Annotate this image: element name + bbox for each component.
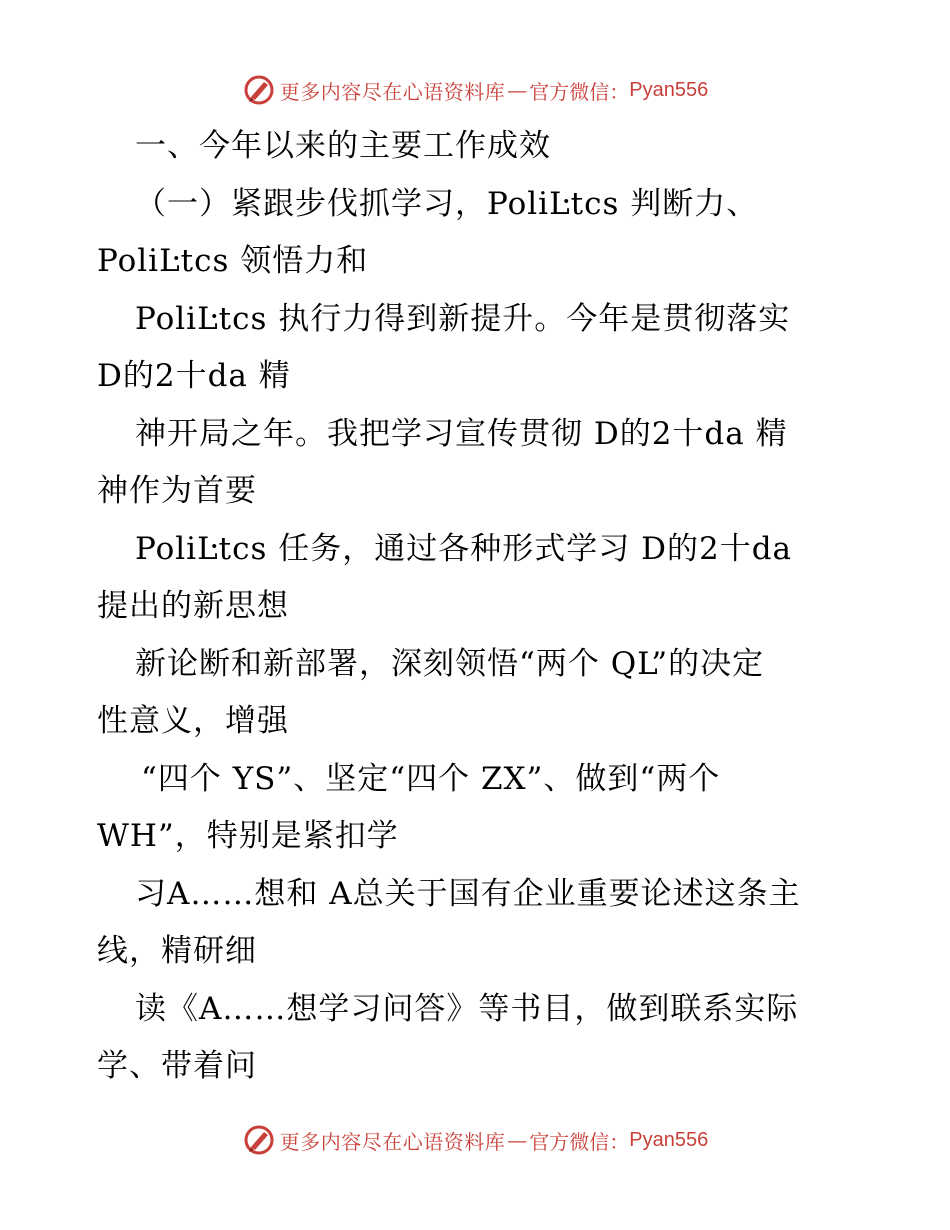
text-line: PoliĿtcs 执行力得到新提升。今年是贯彻落实 — [135, 300, 791, 337]
watermark-text: 更多内容尽在心语资料库 — [279, 1129, 506, 1154]
text-line: 提出的新思想 — [97, 588, 289, 624]
watermark-label: 官方微信： — [529, 79, 630, 104]
text-line: 神开局之年。我把学习宣传贯彻 D的2十da 精 — [135, 415, 788, 452]
watermark-id: Pyan556 — [629, 78, 709, 101]
text-line: WH”，特别是紧扣学 — [97, 818, 399, 854]
text-line: 读《A……想学习问答》等书目，做到联系实际 — [135, 990, 799, 1027]
text-line: 学、带着问 — [97, 1048, 257, 1084]
text-line: 线，精研细 — [97, 933, 257, 969]
section-heading: 一、今年以来的主要工作成效 — [135, 128, 551, 164]
watermark-label: 官方微信： — [529, 1129, 630, 1154]
pen-logo-icon — [242, 73, 276, 107]
text-line: 习A……想和 A总关于国有企业重要论述这条主 — [135, 875, 801, 912]
text-line: 神作为首要 — [97, 473, 257, 509]
text-line: D的2十da 精 — [97, 358, 291, 394]
watermark-id: Pyan556 — [629, 1128, 709, 1151]
text-line: “四个 YS”、坚定“四个 ZX”、做到“两个 — [141, 760, 721, 797]
text-line: 新论断和新部署，深刻领悟“两个 QL”的决定 — [135, 645, 765, 682]
pen-logo-icon — [242, 1123, 276, 1157]
watermark-footer — [0, 1122, 950, 1158]
watermark-text: 更多内容尽在心语资料库 — [279, 79, 506, 104]
text-line: 性意义，增强 — [97, 703, 289, 739]
watermark-header — [0, 72, 950, 108]
text-line: （一）紧跟步伐抓学习，PoliĿtcs 判断力、 — [135, 185, 759, 222]
watermark-dash: — — [507, 78, 528, 102]
watermark-dash: — — [507, 1128, 528, 1152]
document-body — [97, 118, 857, 1096]
text-line: PoliĿtcs 领悟力和 — [97, 243, 369, 279]
text-line: PoliĿtcs 任务，通过各种形式学习 D的2十da — [135, 530, 793, 567]
